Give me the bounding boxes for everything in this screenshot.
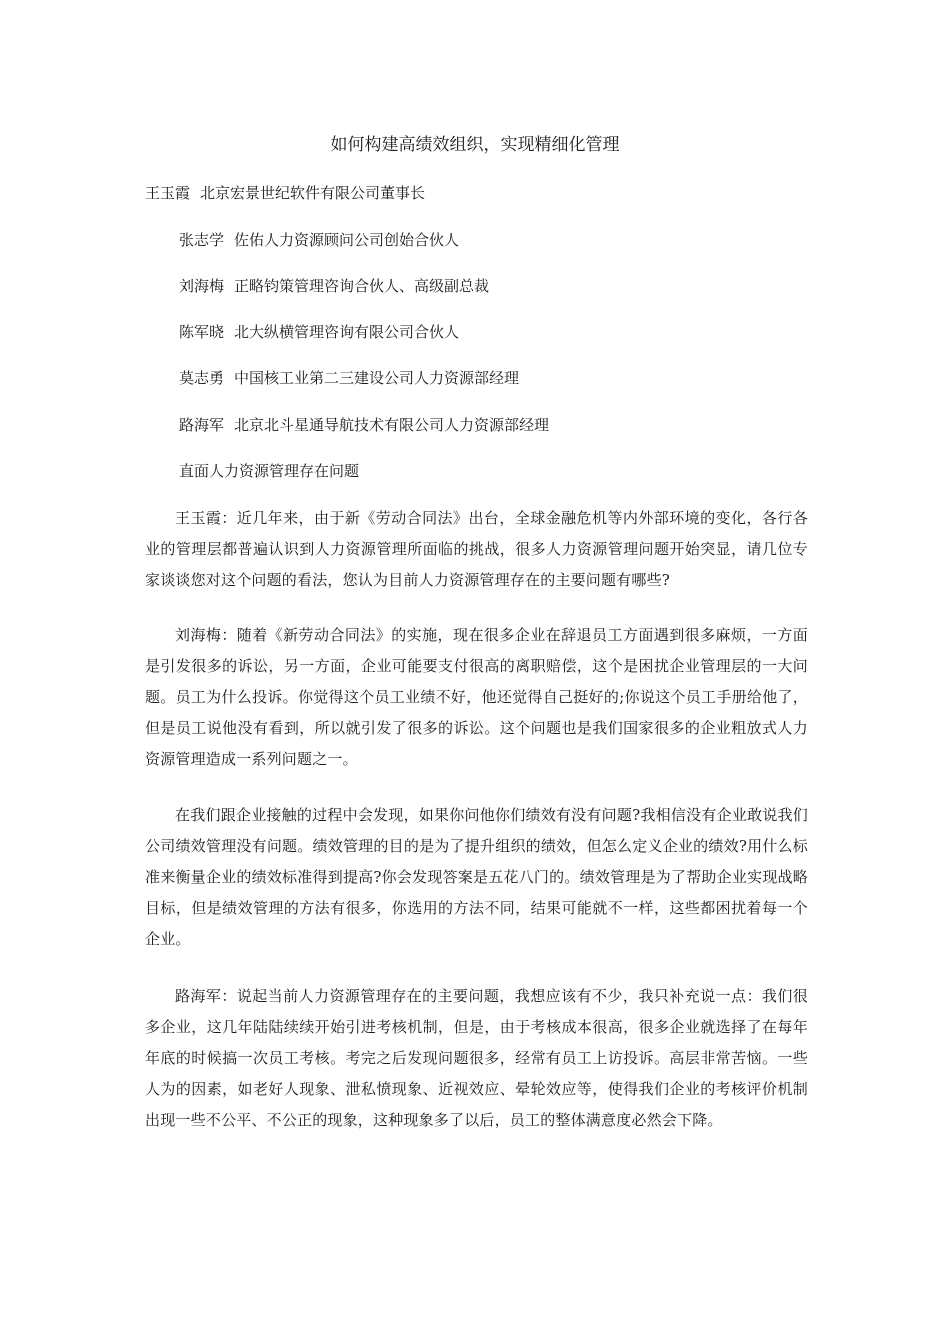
- host-name: 王玉霞: [145, 184, 191, 202]
- body-paragraph: 在我们跟企业接触的过程中会发现，如果你问他你们绩效有没有问题?我相信没有企业敢说我们公司绩效管理没有问题。绩效管理的目的是为了提升组织的绩效，但怎么定义企业的绩效?用什么标准来衡量企业的绩效标准得到提高?你会发现答案是五花八门的。绩效管理是为了帮助企业实现战略目标，但是绩效管理的方法有很多，你选用的方法不同，结果可能就不一样，这些都困扰着每一个企业。: [145, 806, 808, 948]
- guest-name: 陈军晓: [179, 323, 225, 341]
- guest-title: 中国核工业第二三建设公司人力资源部经理: [234, 369, 520, 387]
- guest-name: 莫志勇: [179, 369, 225, 387]
- guest-line: [179, 321, 459, 343]
- guest-title: 正略钧策管理咨询合伙人、高级副总裁: [234, 277, 490, 295]
- guest-name: 路海军: [179, 416, 225, 434]
- guest-title: 佐佑人力资源顾问公司创始合伙人: [234, 231, 460, 249]
- guest-title: 北大纵横管理咨询有限公司合伙人: [234, 323, 460, 341]
- body-paragraph: 路海军：说起当前人力资源管理存在的主要问题，我想应该有不少，我只补充说一点：我们很多企业，这几年陆陆续续开始引进考核机制，但是，由于考核成本很高，很多企业就选择了在每年年底的时候搞一次员工考核。考完之后发现问题很多，经常有员工上访投诉。高层非常苦恼。一些人为的因素，如老好人现象、泄私愤现象、近视效应、晕轮效应等，使得我们企业的考核评价机制出现一些不公平、不公正的现象，这种现象多了以后，员工的整体满意度必然会下降。: [145, 987, 808, 1129]
- guest-line: [179, 367, 519, 389]
- guest-line: [179, 229, 459, 251]
- body-paragraph: 刘海梅：随着《新劳动合同法》的实施，现在很多企业在辞退员工方面遇到很多麻烦，一方面是引发很多的诉讼，另一方面，企业可能要支付很高的离职赔偿，这个是困扰企业管理层的一大问题。员工为什么投诉。你觉得这个员工业绩不好，他还觉得自己挺好的;你说这个员工手册给他了，但是员工说他没有看到，所以就引发了很多的诉讼。这个问题也是我们国家很多的企业粗放式人力资源管理造成一系列问题之一。: [145, 626, 808, 768]
- guest-name: 张志学: [179, 231, 225, 249]
- host-title: 北京宏景世纪软件有限公司董事长: [200, 184, 426, 202]
- document-title: 如何构建高绩效组织，实现精细化管理: [330, 135, 620, 155]
- guest-line: [179, 275, 489, 297]
- guest-title: 北京北斗星通导航技术有限公司人力资源部经理: [234, 416, 550, 434]
- guest-line: [179, 414, 549, 436]
- host-line: [145, 182, 425, 204]
- section-heading: 直面人力资源管理存在问题: [179, 462, 360, 480]
- body-paragraph: 王玉霞：近几年来，由于新《劳动合同法》出台，全球金融危机等内外部环境的变化，各行各业的管理层都普遍认识到人力资源管理所面临的挑战，很多人力资源管理问题开始突显，请几位专家谈谈您对这个问题的看法，您认为目前人力资源管理存在的主要问题有哪些?: [145, 509, 808, 589]
- guest-name: 刘海梅: [179, 277, 225, 295]
